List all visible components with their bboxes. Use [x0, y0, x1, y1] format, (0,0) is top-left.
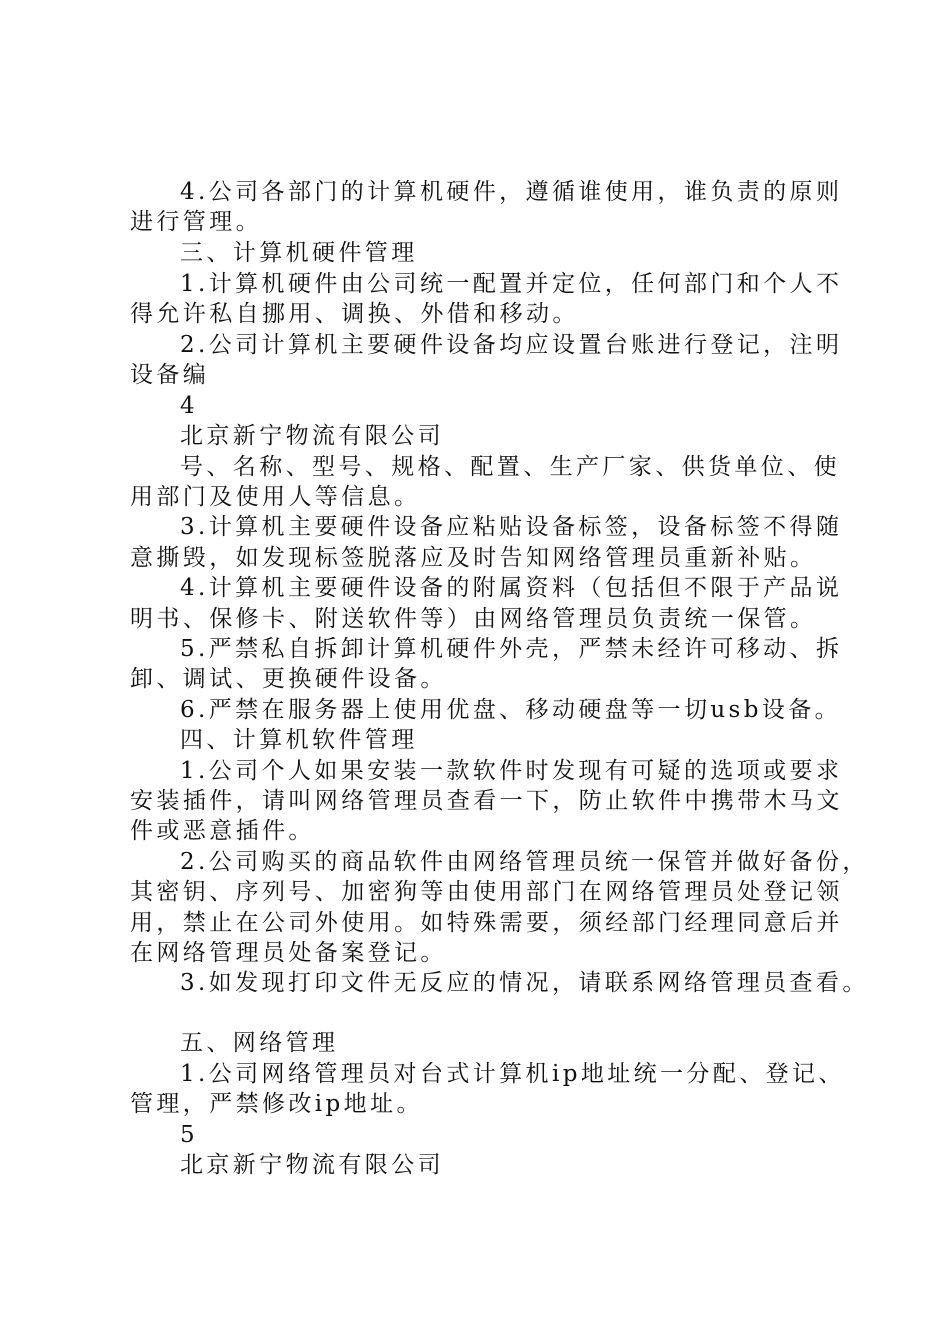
paragraph-line: 卸、调试、更换硬件设备。: [130, 666, 447, 692]
company-footer: 北京新宁物流有限公司: [180, 423, 444, 449]
section-heading: 三、计算机硬件管理: [180, 240, 418, 266]
paragraph-line: 件或恶意插件。: [130, 818, 315, 844]
section-heading: 五、网络管理: [180, 1030, 339, 1056]
paragraph-line: 在网络管理员处备案登记。: [130, 940, 447, 966]
paragraph-line: 用部门及使用人等信息。: [130, 484, 421, 510]
paragraph-line: 3.计算机主要硬件设备应粘贴设备标签，设备标签不得随: [180, 514, 843, 540]
company-footer: 北京新宁物流有限公司: [180, 1152, 444, 1178]
paragraph-line: 明书、保修卡、附送软件等）由网络管理员负责统一保管。: [130, 606, 817, 632]
paragraph-line: 其密钥、序列号、加密狗等由使用部门在网络管理员处登记领: [130, 879, 843, 905]
paragraph-line: 2.公司购买的商品软件由网络管理员统一保管并做好备份，: [180, 849, 869, 875]
paragraph-line: 用，禁止在公司外使用。如特殊需要，须经部门经理同意后并: [130, 910, 843, 936]
paragraph-line: 1.计算机硬件由公司统一配置并定位，任何部门和个人不: [180, 271, 843, 297]
paragraph-line: 得允许私自挪用、调换、外借和移动。: [130, 301, 579, 327]
paragraph-line: 意撕毁，如发现标签脱落应及时告知网络管理员重新补贴。: [130, 545, 817, 571]
paragraph-line: 5.严禁私自拆卸计算机硬件外壳，严禁未经许可移动、拆: [180, 636, 843, 662]
paragraph-line: 进行管理。: [130, 209, 262, 235]
page-number: 5: [180, 1122, 195, 1148]
paragraph-line: 号、名称、型号、规格、配置、生产厂家、供货单位、使: [180, 454, 840, 480]
paragraph-line: 4.计算机主要硬件设备的附属资料（包括但不限于产品说: [180, 575, 843, 601]
paragraph-line: 6.严禁在服务器上使用优盘、移动硬盘等一切usb设备。: [180, 697, 842, 723]
paragraph-line: 1.公司网络管理员对台式计算机ip地址统一分配、登记、: [180, 1061, 845, 1087]
paragraph-line: 设备编: [130, 362, 210, 388]
section-heading: 四、计算机软件管理: [180, 727, 418, 753]
paragraph-line: 3.如发现打印文件无反应的情况，请联系网络管理员查看。: [180, 970, 869, 996]
paragraph-line: 安装插件，请叫网络管理员查看一下，防止软件中携带木马文: [130, 788, 843, 814]
paragraph-line: 4.公司各部门的计算机硬件，遵循谁使用，谁负责的原则: [180, 179, 843, 205]
paragraph-line: 管理，严禁修改ip地址。: [130, 1091, 423, 1117]
paragraph-line: 1.公司个人如果安装一款软件时发现有可疑的选项或要求: [180, 758, 843, 784]
paragraph-line: 2.公司计算机主要硬件设备均应设置台账进行登记，注明: [180, 332, 843, 358]
page-number: 4: [180, 393, 195, 419]
